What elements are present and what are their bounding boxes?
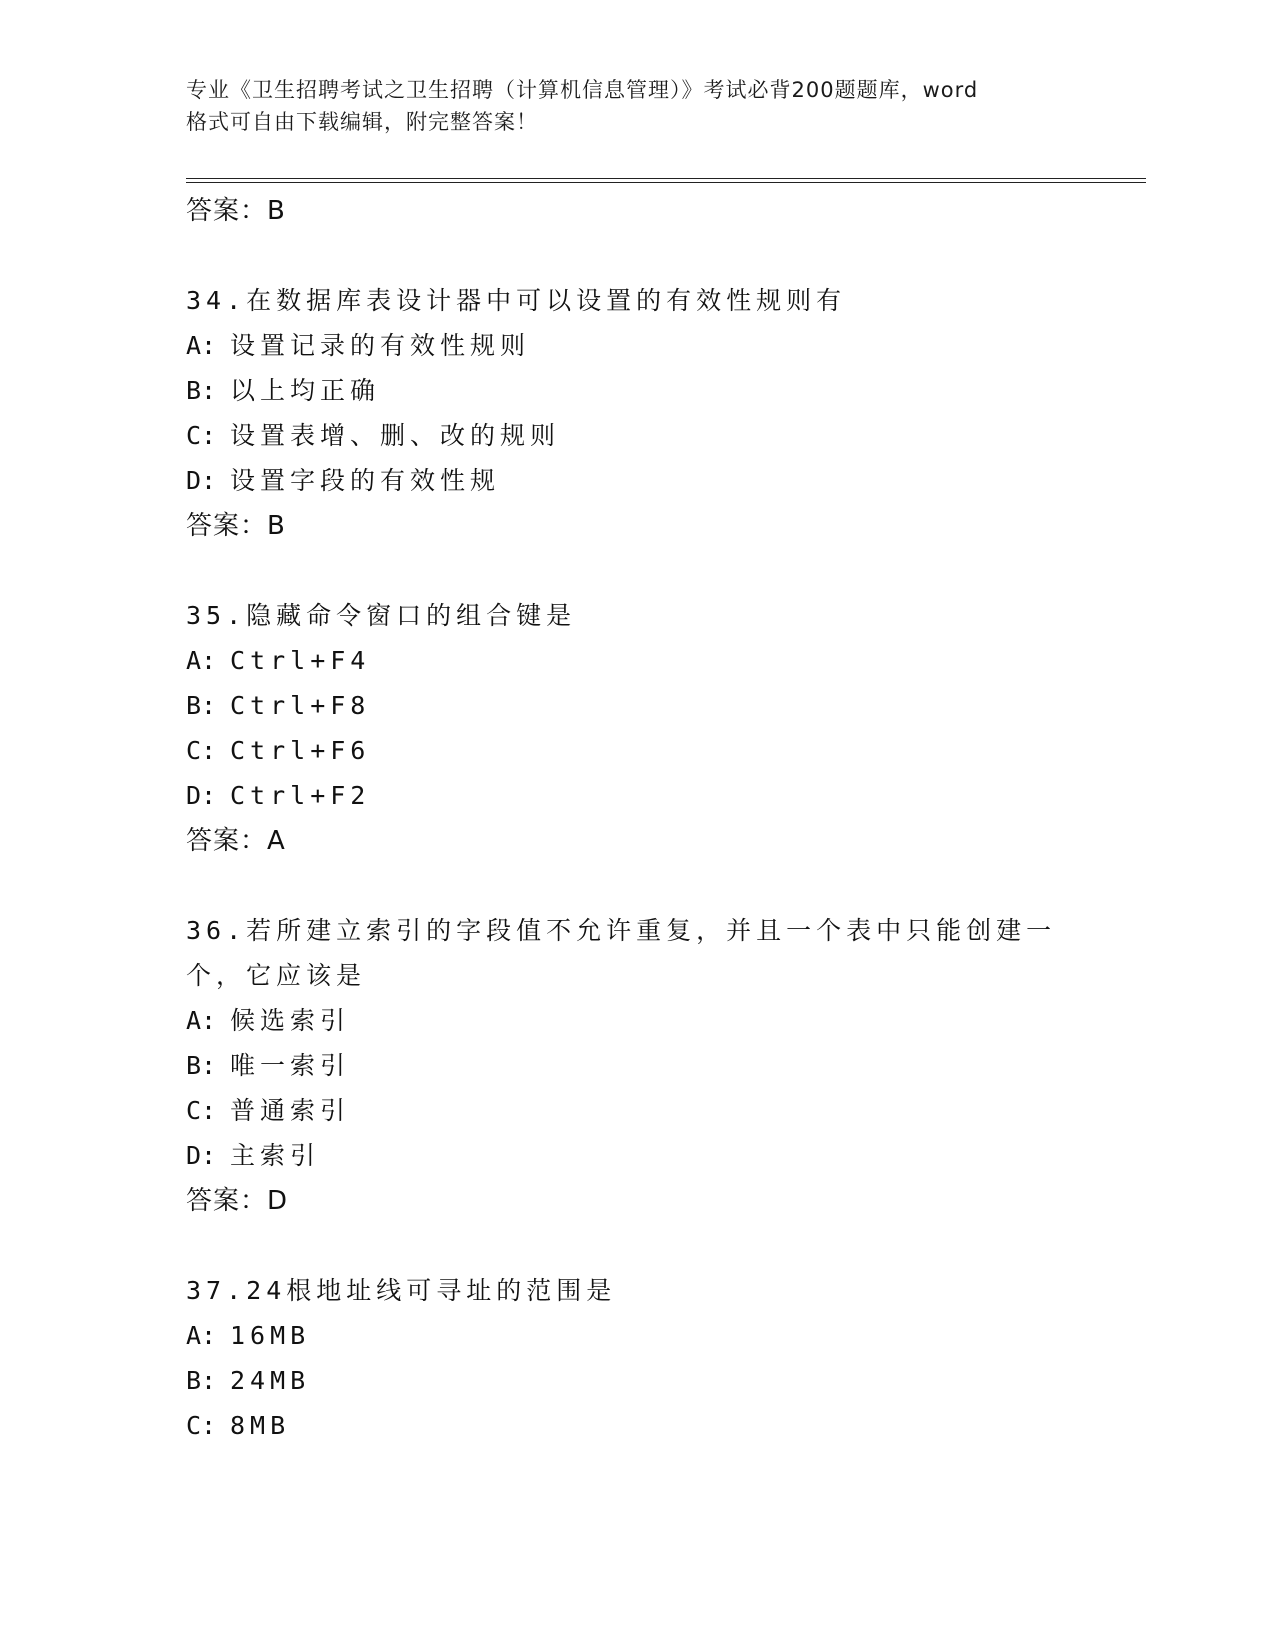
answer-line: 答案：A <box>186 826 286 856</box>
option-text: Ctrl+F6 <box>230 736 371 765</box>
option-a <box>186 638 1146 683</box>
option-b <box>186 683 1146 728</box>
option-text: 24MB <box>230 1366 311 1395</box>
option-key: A: <box>186 1006 217 1035</box>
option-text: Ctrl+F4 <box>230 646 371 675</box>
option-b <box>186 368 1146 413</box>
option-text: 设置记录的有效性规则 <box>230 331 531 360</box>
question-stem: 37.24根地址线可寻址的范围是 <box>186 1276 617 1305</box>
question-stem: 35.隐藏命令窗口的组合键是 <box>186 601 577 630</box>
header-divider-top <box>186 178 1146 179</box>
option-key: B: <box>186 376 217 405</box>
option-b <box>186 1358 1146 1403</box>
option-key: C: <box>186 1096 217 1125</box>
question-stem: 36.若所建立索引的字段值不允许重复，并且一个表中只能创建一个，它应该是 <box>186 916 1057 990</box>
option-key: B: <box>186 1051 217 1080</box>
option-text: 普通索引 <box>230 1096 351 1125</box>
option-d <box>186 1133 1146 1178</box>
option-c <box>186 1088 1146 1133</box>
option-key: B: <box>186 1366 217 1395</box>
option-text: 8MB <box>230 1411 291 1440</box>
option-key: A: <box>186 1321 217 1350</box>
question-stem: 34.在数据库表设计器中可以设置的有效性规则有 <box>186 286 847 315</box>
option-text: 唯一索引 <box>230 1051 351 1080</box>
option-text: 16MB <box>230 1321 311 1350</box>
option-text: Ctrl+F8 <box>230 691 371 720</box>
option-b <box>186 1043 1146 1088</box>
answer-line: 答案：B <box>186 196 286 226</box>
option-c <box>186 413 1146 458</box>
option-text: 主索引 <box>230 1141 321 1170</box>
answer-line: 答案：D <box>186 1186 289 1216</box>
question-37 <box>186 1268 1146 1448</box>
option-text: 设置表增、删、改的规则 <box>230 421 561 450</box>
option-key: A: <box>186 331 217 360</box>
document-header <box>186 74 1086 138</box>
answer-line: 答案：B <box>186 511 286 541</box>
option-key: A: <box>186 646 217 675</box>
option-text: 设置字段的有效性规 <box>230 466 501 495</box>
question-list <box>186 188 1146 1448</box>
header-line-1: 专业《卫生招聘考试之卫生招聘（计算机信息管理）》考试必背200题题库，word <box>186 78 979 102</box>
header-divider-bottom <box>186 182 1146 183</box>
question-34 <box>186 278 1146 549</box>
option-c <box>186 1403 1146 1448</box>
option-d <box>186 773 1146 818</box>
option-a <box>186 1313 1146 1358</box>
option-text: 候选索引 <box>230 1006 351 1035</box>
option-c <box>186 728 1146 773</box>
question-36 <box>186 908 1146 1224</box>
option-key: B: <box>186 691 217 720</box>
option-key: C: <box>186 736 217 765</box>
option-a <box>186 323 1146 368</box>
option-text: Ctrl+F2 <box>230 781 371 810</box>
header-line-2: 格式可自由下载编辑，附完整答案！ <box>186 110 538 134</box>
option-text: 以上均正确 <box>230 376 381 405</box>
option-key: C: <box>186 1411 217 1440</box>
question-35 <box>186 593 1146 864</box>
option-key: D: <box>186 466 217 495</box>
option-key: D: <box>186 781 217 810</box>
option-d <box>186 458 1146 503</box>
option-a <box>186 998 1146 1043</box>
option-key: D: <box>186 1141 217 1170</box>
option-key: C: <box>186 421 217 450</box>
